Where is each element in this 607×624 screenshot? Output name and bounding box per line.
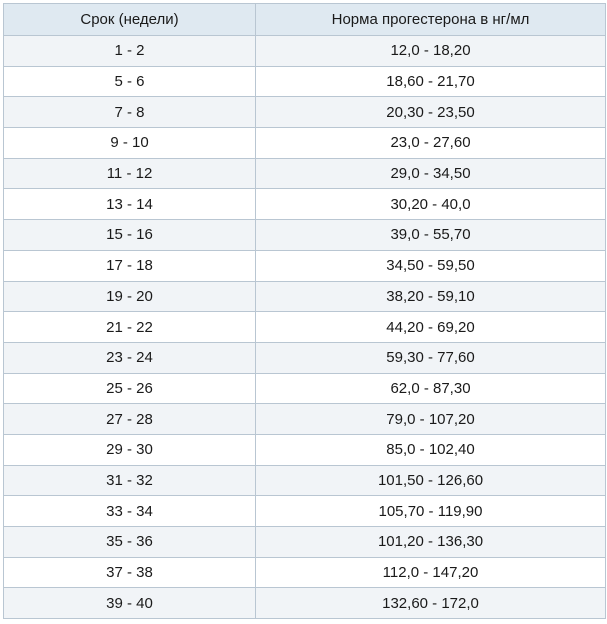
cell-term: 7 - 8 bbox=[4, 97, 256, 128]
cell-term: 33 - 34 bbox=[4, 496, 256, 527]
cell-term: 25 - 26 bbox=[4, 373, 256, 404]
cell-norm: 105,70 - 119,90 bbox=[256, 496, 606, 527]
cell-term: 15 - 16 bbox=[4, 220, 256, 251]
table-row bbox=[4, 250, 606, 281]
cell-norm: 79,0 - 107,20 bbox=[256, 404, 606, 435]
cell-term: 39 - 40 bbox=[4, 588, 256, 619]
progesterone-table bbox=[3, 3, 606, 619]
cell-term: 27 - 28 bbox=[4, 404, 256, 435]
table-row bbox=[4, 128, 606, 159]
cell-norm: 39,0 - 55,70 bbox=[256, 220, 606, 251]
table-row bbox=[4, 404, 606, 435]
table-row bbox=[4, 281, 606, 312]
cell-term: 19 - 20 bbox=[4, 281, 256, 312]
table-row bbox=[4, 97, 606, 128]
cell-term: 13 - 14 bbox=[4, 189, 256, 220]
cell-norm: 23,0 - 27,60 bbox=[256, 128, 606, 159]
cell-term: 35 - 36 bbox=[4, 527, 256, 558]
table-row bbox=[4, 342, 606, 373]
cell-norm: 34,50 - 59,50 bbox=[256, 250, 606, 281]
cell-term: 11 - 12 bbox=[4, 158, 256, 189]
cell-norm: 38,20 - 59,10 bbox=[256, 281, 606, 312]
table-body bbox=[4, 36, 606, 619]
table-row bbox=[4, 189, 606, 220]
cell-term: 1 - 2 bbox=[4, 36, 256, 67]
cell-term: 9 - 10 bbox=[4, 128, 256, 159]
table-row bbox=[4, 588, 606, 619]
cell-norm: 59,30 - 77,60 bbox=[256, 342, 606, 373]
column-header-term: Срок (недели) bbox=[4, 4, 256, 36]
table-row bbox=[4, 465, 606, 496]
table-row bbox=[4, 158, 606, 189]
table-row bbox=[4, 557, 606, 588]
cell-norm: 30,20 - 40,0 bbox=[256, 189, 606, 220]
cell-norm: 12,0 - 18,20 bbox=[256, 36, 606, 67]
cell-term: 5 - 6 bbox=[4, 66, 256, 97]
cell-norm: 101,50 - 126,60 bbox=[256, 465, 606, 496]
table-row bbox=[4, 434, 606, 465]
table-row bbox=[4, 66, 606, 97]
cell-norm: 85,0 - 102,40 bbox=[256, 434, 606, 465]
table-row bbox=[4, 527, 606, 558]
cell-term: 37 - 38 bbox=[4, 557, 256, 588]
table-row bbox=[4, 312, 606, 343]
cell-norm: 20,30 - 23,50 bbox=[256, 97, 606, 128]
cell-term: 21 - 22 bbox=[4, 312, 256, 343]
cell-term: 23 - 24 bbox=[4, 342, 256, 373]
table-row bbox=[4, 36, 606, 67]
table-row bbox=[4, 220, 606, 251]
cell-norm: 101,20 - 136,30 bbox=[256, 527, 606, 558]
cell-norm: 112,0 - 147,20 bbox=[256, 557, 606, 588]
cell-term: 31 - 32 bbox=[4, 465, 256, 496]
cell-term: 29 - 30 bbox=[4, 434, 256, 465]
cell-norm: 132,60 - 172,0 bbox=[256, 588, 606, 619]
table-row bbox=[4, 496, 606, 527]
table-header-row bbox=[4, 4, 606, 36]
cell-norm: 29,0 - 34,50 bbox=[256, 158, 606, 189]
cell-norm: 62,0 - 87,30 bbox=[256, 373, 606, 404]
cell-norm: 18,60 - 21,70 bbox=[256, 66, 606, 97]
cell-term: 17 - 18 bbox=[4, 250, 256, 281]
cell-norm: 44,20 - 69,20 bbox=[256, 312, 606, 343]
column-header-norm: Норма прогестерона в нг/мл bbox=[256, 4, 606, 36]
table-row bbox=[4, 373, 606, 404]
